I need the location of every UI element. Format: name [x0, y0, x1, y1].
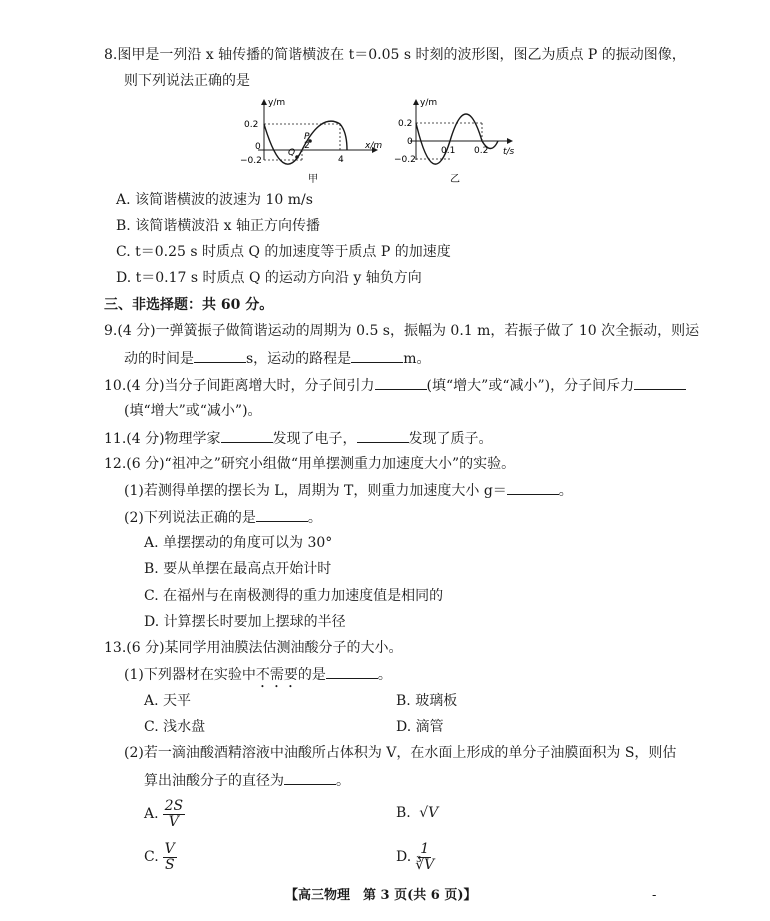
q8-option-b: B. 该简谐横波沿 x 轴正方向传播 [116, 218, 320, 234]
yi-y-label: y/m [420, 98, 438, 108]
q12-sub2-text: (2)下列说法正确的是 [124, 510, 256, 526]
yi-tick-02: 0.2 [474, 146, 489, 156]
fraction-numerator: 2S [164, 797, 184, 814]
q13-opt1-c: C. 浅水盘 [144, 719, 206, 735]
point-q-dot [295, 155, 299, 159]
q13-sub1 [124, 664, 392, 691]
page-footer: 【高三物理 第 3 页(共 6 页)】 [285, 888, 477, 903]
footer-mark: - [652, 888, 657, 903]
q12-sub2 [124, 507, 322, 528]
yi-vibration-curve [416, 114, 498, 164]
q11-proton-blank[interactable] [357, 428, 409, 443]
q13-opt2-a [144, 797, 185, 831]
q13-sub2-line2 [144, 770, 350, 791]
q10-text-a: 10.(4 分)当分子间距离增大时，分子间引力 [104, 378, 375, 394]
fraction-denominator: ∛V [415, 856, 435, 873]
q12-sub1 [124, 480, 573, 501]
q12-sub1-end: 。 [558, 483, 573, 499]
q13-sub2-line1: (2)若一滴油酸酒精溶液中油酸所占体积为 V，在水面上形成的单分子油膜面积为 S，则估 [124, 745, 677, 761]
q13-opt1-d: D. 滴管 [396, 719, 444, 735]
q13-opt2-c [144, 840, 177, 874]
jia-x-label: x/m [365, 141, 383, 151]
jia-tick-4: 4 [338, 155, 344, 165]
yi-tick-01: 0.1 [441, 146, 456, 156]
q13-sub1-text-b: 的是 [297, 667, 326, 683]
q13-sub1-text-a: (1)下列器材在实验中 [124, 667, 256, 683]
q12-choice-blank[interactable] [256, 507, 308, 522]
fraction-numerator: 1 [420, 840, 430, 857]
q13-sub2-text: 算出油酸分子的直径为 [144, 773, 284, 789]
jia-tick-pos: 0.2 [244, 120, 259, 130]
jia-caption: 甲 [308, 174, 318, 185]
q13-stem: 13.(6 分)某同学用油膜法估测油酸分子的大小。 [104, 640, 403, 656]
q12-option-d: D. 计算摆长时要加上摆球的半径 [144, 614, 346, 630]
jia-tick-2: 2 [304, 141, 310, 151]
q13-opt1-b: B. 玻璃板 [396, 693, 458, 709]
q13-opt2-b-label: B. [396, 805, 411, 821]
q11-text-b: 发现了电子， [272, 431, 357, 447]
q13-equipment-blank[interactable] [326, 664, 378, 679]
jia-tick-neg: −0.2 [240, 156, 262, 166]
yi-tick-pos: 0.2 [398, 119, 413, 129]
jia-label-p: P [304, 132, 310, 142]
q11-electron-blank[interactable] [221, 428, 273, 443]
figure-jia-wave-graph [240, 94, 383, 188]
jia-tick-zero: 0 [255, 142, 261, 152]
yi-tick-zero: 0 [407, 137, 413, 147]
q13-opt2-d-label: D. [396, 849, 412, 865]
q13-opt1-a: A. 天平 [144, 693, 192, 709]
q13-opt2-b [396, 803, 438, 823]
q9-text-a: 动的时间是 [124, 351, 194, 367]
fraction-denominator: V [168, 813, 179, 830]
q8-stem-line2: 则下列说法正确的是 [124, 73, 250, 89]
yi-x-label: t/s [503, 147, 515, 157]
q10-stem-line2: (填“增大”或“减小”)。 [124, 403, 262, 419]
fraction-numerator: V [164, 840, 175, 857]
section-3-heading: 三、非选择题：共 60 分。 [104, 297, 274, 313]
q10-text-b: (填“增大”或“减小”)，分子间斥力 [426, 378, 635, 394]
q13-diameter-blank[interactable] [284, 770, 336, 785]
q13-sub1-end: 。 [377, 667, 392, 683]
q13-emphasis-text: 不需要 [255, 667, 298, 683]
q12-g-blank[interactable] [507, 480, 559, 495]
q13-opt2-a-label: A. [144, 806, 159, 822]
q13-opt2-c-fraction [163, 842, 177, 873]
fraction-denominator: S [164, 856, 175, 873]
figure-yi-vibration-graph [394, 94, 518, 188]
q11-text-c: 发现了质子。 [408, 431, 493, 447]
q9-time-blank[interactable] [194, 348, 246, 363]
yi-caption: 乙 [450, 174, 460, 185]
q12-option-b: B. 要从单摆在最高点开始计时 [144, 561, 332, 577]
q12-sub1-text: (1)若测得单摆的摆长为 L，周期为 T，则重力加速度大小 g＝ [124, 483, 507, 499]
q8-option-d: D. t＝0.17 s 时质点 Q 的运动方向沿 y 轴负方向 [116, 270, 422, 286]
q10-attraction-blank[interactable] [375, 375, 427, 390]
q13-sub2-end: 。 [336, 773, 350, 789]
q13-opt2-c-label: C. [144, 849, 159, 865]
q13-opt2-d-fraction [415, 842, 434, 873]
q9-stem-line2 [124, 348, 430, 369]
q13-opt2-b-expression: √V [419, 805, 439, 821]
jia-label-q: Q [288, 148, 296, 158]
q9-text-b: s，运动的路程是 [246, 351, 352, 367]
q8-stem-line1: 8.图甲是一列沿 x 轴传播的简谐横波在 t＝0.05 s 时刻的波形图，图乙为质点 P 的振动图像， [104, 47, 686, 63]
q9-stem-line1: 9.(4 分)一弹簧振子做简谐运动的周期为 0.5 s，振幅为 0.1 m，若振子做了 10 次全振动，则运 [104, 323, 700, 339]
q13-opt2-a-fraction [163, 799, 186, 830]
q11-stem [104, 428, 493, 449]
q12-sub2-end: 。 [307, 510, 322, 526]
q12-option-a: A. 单摆摆动的角度可以为 30° [144, 535, 333, 551]
q9-distance-blank[interactable] [351, 348, 403, 363]
q8-option-a: A. 该简谐横波的波速为 10 m/s [116, 192, 313, 208]
q9-text-c: m。 [403, 351, 431, 367]
yi-tick-neg: −0.2 [394, 155, 416, 165]
q13-opt2-d [396, 840, 434, 874]
jia-y-label: y/m [268, 98, 286, 108]
q11-text-a: 11.(4 分)物理学家 [104, 431, 221, 447]
q10-stem-line1 [104, 375, 686, 396]
q12-option-c: C. 在福州与在南极测得的重力加速度值是相同的 [144, 588, 444, 604]
q12-stem: 12.(6 分)“祖冲之”研究小组做“用单摆测重力加速度大小”的实验。 [104, 456, 516, 472]
q10-repulsion-blank[interactable] [634, 375, 686, 390]
q8-option-c: C. t＝0.25 s 时质点 Q 的加速度等于质点 P 的加速度 [116, 244, 451, 260]
